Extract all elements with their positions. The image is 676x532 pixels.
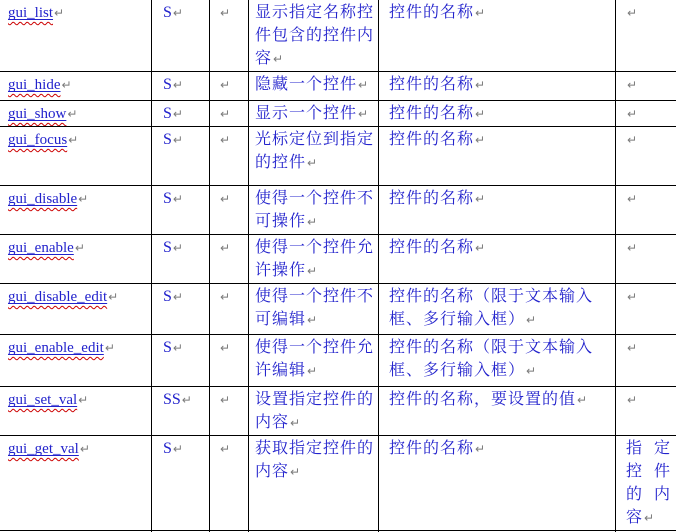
- paragraph-mark-icon: ↵: [577, 393, 588, 407]
- cell-param-description: 控件的名称，要设置的值↵: [379, 387, 616, 436]
- paragraph-mark-icon: ↵: [220, 442, 231, 456]
- cell-param-description: 控件的名称（限于文本输入框、多行输入框）↵: [379, 335, 616, 387]
- paragraph-mark-icon: ↵: [627, 241, 638, 255]
- return-value-text: 指定控件的内容: [626, 440, 671, 526]
- function-name-text: gui_show: [8, 106, 67, 122]
- function-name-link[interactable]: [8, 190, 77, 207]
- cell-function-name: [0, 186, 152, 235]
- paragraph-mark-icon: ↵: [172, 290, 183, 304]
- cell-blank: [210, 186, 249, 235]
- cell-description: 使得一个控件不可编辑↵: [249, 284, 379, 335]
- paragraph-mark-icon: ↵: [627, 133, 638, 147]
- paragraph-mark-icon: ↵: [68, 133, 79, 147]
- paragraph-mark-icon: ↵: [307, 313, 318, 327]
- cell-description: 使得一个控件允许编辑↵: [249, 335, 379, 387]
- table-row: [0, 335, 676, 387]
- paragraph-mark-icon: ↵: [220, 78, 231, 92]
- cell-function-name: [0, 101, 152, 127]
- paragraph-mark-icon: ↵: [220, 241, 231, 255]
- function-name-text: gui_list: [8, 5, 54, 21]
- table-row: [0, 127, 676, 186]
- paragraph-mark-icon: ↵: [627, 78, 638, 92]
- cell-param-description: 控件的名称↵: [379, 0, 616, 72]
- paragraph-mark-icon: ↵: [475, 78, 486, 92]
- paragraph-mark-icon: ↵: [104, 341, 115, 355]
- paragraph-mark-icon: ↵: [61, 78, 72, 92]
- cell-return-value: [616, 127, 676, 186]
- cell-description: 使得一个控件不可操作↵: [249, 186, 379, 235]
- cell-return-value: [616, 72, 676, 101]
- cell-description: 隐藏一个控件↵: [249, 72, 379, 101]
- function-name-link[interactable]: [8, 339, 104, 356]
- paragraph-mark-icon: ↵: [172, 442, 183, 456]
- paragraph-mark-icon: ↵: [307, 156, 318, 170]
- cell-param-description: 控件的名称↵: [379, 127, 616, 186]
- cell-description: 显示一个控件↵: [249, 101, 379, 127]
- cell-param-types: S↵: [152, 235, 210, 284]
- cell-param-types: S↵: [152, 72, 210, 101]
- paragraph-mark-icon: ↵: [526, 364, 537, 378]
- paragraph-mark-icon: ↵: [220, 107, 231, 121]
- paragraph-mark-icon: ↵: [67, 107, 78, 121]
- cell-return-value: [616, 0, 676, 72]
- cell-blank: [210, 0, 249, 72]
- cell-return-value: [616, 186, 676, 235]
- cell-return-value: [616, 284, 676, 335]
- paragraph-mark-icon: ↵: [627, 290, 638, 304]
- paragraph-mark-icon: ↵: [475, 6, 486, 20]
- cell-param-description: 控件的名称↵: [379, 186, 616, 235]
- paragraph-mark-icon: ↵: [273, 52, 284, 66]
- cell-function-name: [0, 0, 152, 72]
- paragraph-mark-icon: ↵: [220, 133, 231, 147]
- paragraph-mark-icon: ↵: [172, 133, 183, 147]
- paragraph-mark-icon: ↵: [172, 107, 183, 121]
- cell-description: 获取指定控件的内容↵: [249, 436, 379, 531]
- function-name-text: gui_set_val: [8, 392, 78, 408]
- table-row: [0, 0, 676, 72]
- function-name-text: gui_enable_edit: [8, 340, 104, 356]
- paragraph-mark-icon: ↵: [526, 313, 537, 327]
- function-name-text: gui_enable: [8, 240, 74, 256]
- paragraph-mark-icon: ↵: [172, 341, 183, 355]
- paragraph-mark-icon: ↵: [172, 192, 183, 206]
- paragraph-mark-icon: ↵: [627, 393, 638, 407]
- paragraph-mark-icon: ↵: [475, 442, 486, 456]
- function-name-link[interactable]: [8, 391, 77, 408]
- cell-blank: [210, 72, 249, 101]
- cell-blank: [210, 235, 249, 284]
- paragraph-mark-icon: ↵: [78, 192, 89, 206]
- paragraph-mark-icon: ↵: [475, 241, 486, 255]
- table-row: [0, 186, 676, 235]
- cell-description: 显示指定名称控件包含的控件内容↵: [249, 0, 379, 72]
- cell-blank: [210, 436, 249, 531]
- paragraph-mark-icon: ↵: [307, 264, 318, 278]
- function-name-text: gui_hide: [8, 77, 61, 93]
- paragraph-mark-icon: ↵: [181, 393, 192, 407]
- cell-description: 设置指定控件的内容↵: [249, 387, 379, 436]
- cell-return-value: [616, 387, 676, 436]
- function-name-link[interactable]: [8, 4, 53, 21]
- paragraph-mark-icon: ↵: [220, 6, 231, 20]
- paragraph-mark-icon: ↵: [108, 290, 119, 304]
- function-name-link[interactable]: [8, 76, 61, 93]
- paragraph-mark-icon: ↵: [358, 107, 369, 121]
- cell-function-name: [0, 387, 152, 436]
- table-row: [0, 387, 676, 436]
- paragraph-mark-icon: ↵: [220, 341, 231, 355]
- paragraph-mark-icon: ↵: [307, 215, 318, 229]
- cell-blank: [210, 127, 249, 186]
- paragraph-mark-icon: ↵: [627, 107, 638, 121]
- paragraph-mark-icon: ↵: [290, 465, 301, 479]
- paragraph-mark-icon: ↵: [627, 341, 638, 355]
- paragraph-mark-icon: ↵: [475, 192, 486, 206]
- paragraph-mark-icon: ↵: [220, 192, 231, 206]
- cell-param-types: S↵: [152, 0, 210, 72]
- table-row: [0, 436, 676, 531]
- function-name-link[interactable]: [8, 440, 79, 457]
- paragraph-mark-icon: ↵: [290, 416, 301, 430]
- cell-param-types: S↵: [152, 335, 210, 387]
- cell-blank: [210, 387, 249, 436]
- cell-return-value: [616, 101, 676, 127]
- cell-param-types: S↵: [152, 186, 210, 235]
- function-name-link[interactable]: [8, 131, 67, 148]
- cell-function-name: [0, 335, 152, 387]
- cell-param-types: S↵: [152, 101, 210, 127]
- paragraph-mark-icon: ↵: [172, 78, 183, 92]
- table-row: [0, 284, 676, 335]
- cell-function-name: [0, 127, 152, 186]
- function-name-link[interactable]: [8, 239, 74, 256]
- cell-param-description: 控件的名称↵: [379, 436, 616, 531]
- cell-param-description: 控件的名称↵: [379, 72, 616, 101]
- paragraph-mark-icon: ↵: [79, 442, 90, 456]
- cell-param-types: S↵: [152, 436, 210, 531]
- table-row: [0, 101, 676, 127]
- paragraph-mark-icon: ↵: [307, 364, 318, 378]
- cell-param-types: SS↵: [152, 387, 210, 436]
- paragraph-mark-icon: ↵: [54, 6, 65, 20]
- paragraph-mark-icon: ↵: [172, 241, 183, 255]
- cell-function-name: [0, 284, 152, 335]
- paragraph-mark-icon: ↵: [627, 6, 638, 20]
- paragraph-mark-icon: ↵: [358, 78, 369, 92]
- function-name-text: gui_focus: [8, 132, 68, 148]
- cell-param-types: S↵: [152, 284, 210, 335]
- paragraph-mark-icon: ↵: [172, 6, 183, 20]
- cell-return-value: [616, 436, 676, 531]
- cell-param-types: S↵: [152, 127, 210, 186]
- table-row: [0, 235, 676, 284]
- paragraph-mark-icon: ↵: [78, 393, 89, 407]
- paragraph-mark-icon: ↵: [220, 290, 231, 304]
- cell-description: 光标定位到指定的控件↵: [249, 127, 379, 186]
- paragraph-mark-icon: ↵: [74, 241, 85, 255]
- cell-blank: [210, 335, 249, 387]
- function-name-text: gui_disable_edit: [8, 289, 108, 305]
- paragraph-mark-icon: ↵: [220, 393, 231, 407]
- paragraph-mark-icon: ↵: [475, 133, 486, 147]
- cell-function-name: [0, 235, 152, 284]
- function-name-text: gui_disable: [8, 191, 78, 207]
- cell-blank: [210, 284, 249, 335]
- table-row: [0, 72, 676, 101]
- cell-function-name: [0, 72, 152, 101]
- function-name-link[interactable]: [8, 288, 107, 305]
- cell-return-value: [616, 335, 676, 387]
- cell-function-name: [0, 436, 152, 531]
- cell-description: 使得一个控件允许操作↵: [249, 235, 379, 284]
- cell-blank: [210, 101, 249, 127]
- cell-param-description: 控件的名称↵: [379, 101, 616, 127]
- function-name-link[interactable]: [8, 105, 66, 122]
- paragraph-mark-icon: ↵: [644, 511, 656, 525]
- cell-return-value: [616, 235, 676, 284]
- cell-param-description: 控件的名称（限于文本输入框、多行输入框）↵: [379, 284, 616, 335]
- cell-param-description: 控件的名称↵: [379, 235, 616, 284]
- paragraph-mark-icon: ↵: [627, 192, 638, 206]
- paragraph-mark-icon: ↵: [475, 107, 486, 121]
- function-name-text: gui_get_val: [8, 441, 79, 457]
